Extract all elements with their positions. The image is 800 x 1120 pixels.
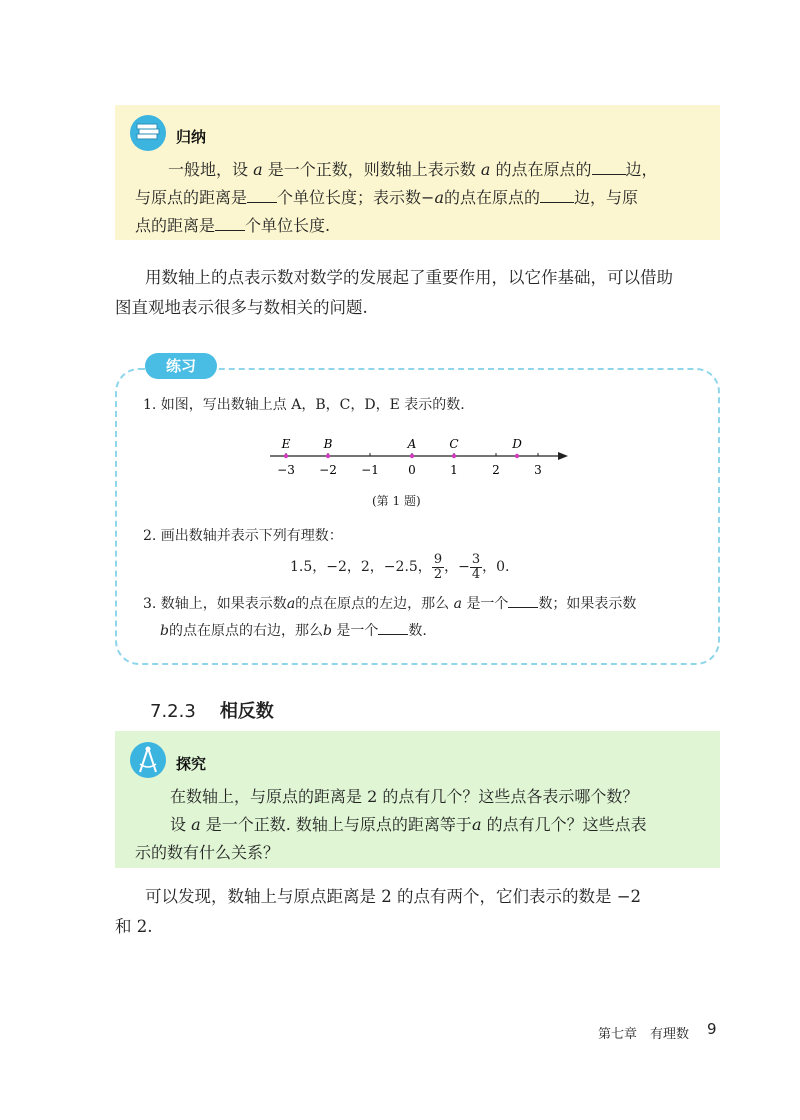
section-title xyxy=(150,697,274,723)
body-paragraph-line-2: 图直观地表示很多与数相关的问题. xyxy=(115,298,368,317)
question-3-line-2: b的点在原点的右边，那么b 是一个 数. xyxy=(160,620,427,640)
book-stack-icon xyxy=(130,115,166,151)
point-label-e: E xyxy=(281,437,291,451)
answer-blank[interactable] xyxy=(215,216,245,231)
conclusion-line-2: 和 2. xyxy=(115,917,153,936)
summary-heading: 归纳 xyxy=(176,128,207,146)
question-2: 2. 画出数轴并表示下列有理数： xyxy=(143,528,343,544)
tick-label: −3 xyxy=(277,463,295,477)
answer-blank[interactable] xyxy=(540,188,574,203)
explore-heading: 探究 xyxy=(176,755,207,773)
answer-blank[interactable] xyxy=(247,188,277,203)
point-a xyxy=(410,454,414,458)
question-1: 1. 如图，写出数轴上点 A，B，C，D，E 表示的数. xyxy=(143,397,465,413)
summary-line-1: 一般地，设 a 是一个正数，则数轴上表示数 a 的点在原点的 边， xyxy=(168,160,658,179)
answer-blank[interactable] xyxy=(378,620,408,635)
figure-caption: (第 1 题) xyxy=(372,494,421,508)
number-line-figure xyxy=(250,432,580,484)
point-b xyxy=(326,454,330,458)
section-number: 7.2.3 xyxy=(150,701,196,722)
answer-blank[interactable] xyxy=(592,160,626,175)
tick-label: 0 xyxy=(408,463,416,477)
question-2-list: 1.5，−2，2，−2.5， $\frac{9}{2}$ ，− $\frac{3}{4}$ ，0. xyxy=(290,551,510,582)
summary-line-3: 点的距离是 个单位长度. xyxy=(135,216,331,235)
tick-label: −1 xyxy=(361,463,379,477)
body-paragraph-line-1: 用数轴上的点表示数对数学的发展起了重要作用，以它作基础，可以借助 xyxy=(145,268,673,287)
page-number: 9 xyxy=(707,1020,717,1038)
tick-label: 1 xyxy=(450,463,458,477)
question-3-line-1: 3. 数轴上，如果表示数a的点在原点的左边，那么 a 是一个 数；如果表示数 xyxy=(143,593,636,613)
tick-label: −2 xyxy=(319,463,337,477)
point-label-d: D xyxy=(512,437,522,451)
summary-line-2: 与原点的距离是 个单位长度；表示数−a的点在原点的 边，与原 xyxy=(135,188,639,207)
chapter-footer: 第七章 有理数 xyxy=(598,1027,690,1042)
number-line-arrow xyxy=(558,452,568,460)
explore-line-3: 示的数有什么关系？ xyxy=(135,843,280,862)
compass-icon xyxy=(130,742,166,778)
practice-tab: 练习 xyxy=(145,353,217,379)
explore-line-2: 设 a 是一个正数. 数轴上与原点的距离等于a 的点有几个？这些点表 xyxy=(170,815,647,834)
answer-blank[interactable] xyxy=(508,593,538,608)
fraction-3-4: $\frac{3}{4}$ xyxy=(471,551,481,582)
fraction-9-2: $\frac{9}{2}$ xyxy=(433,551,443,582)
point-label-a: A xyxy=(407,437,417,451)
tick-label: 2 xyxy=(492,463,500,477)
tick-label: 3 xyxy=(534,463,542,477)
section-name: 相反数 xyxy=(219,701,274,722)
point-label-b: B xyxy=(323,437,333,451)
point-e xyxy=(284,454,288,458)
point-c xyxy=(452,454,456,458)
point-d xyxy=(515,454,519,458)
explore-line-1: 在数轴上，与原点的距离是 2 的点有几个？这些点各表示哪个数？ xyxy=(170,787,639,806)
point-label-c: C xyxy=(449,437,459,451)
conclusion-line-1: 可以发现，数轴上与原点距离是 2 的点有两个，它们表示的数是 −2 xyxy=(145,887,642,906)
